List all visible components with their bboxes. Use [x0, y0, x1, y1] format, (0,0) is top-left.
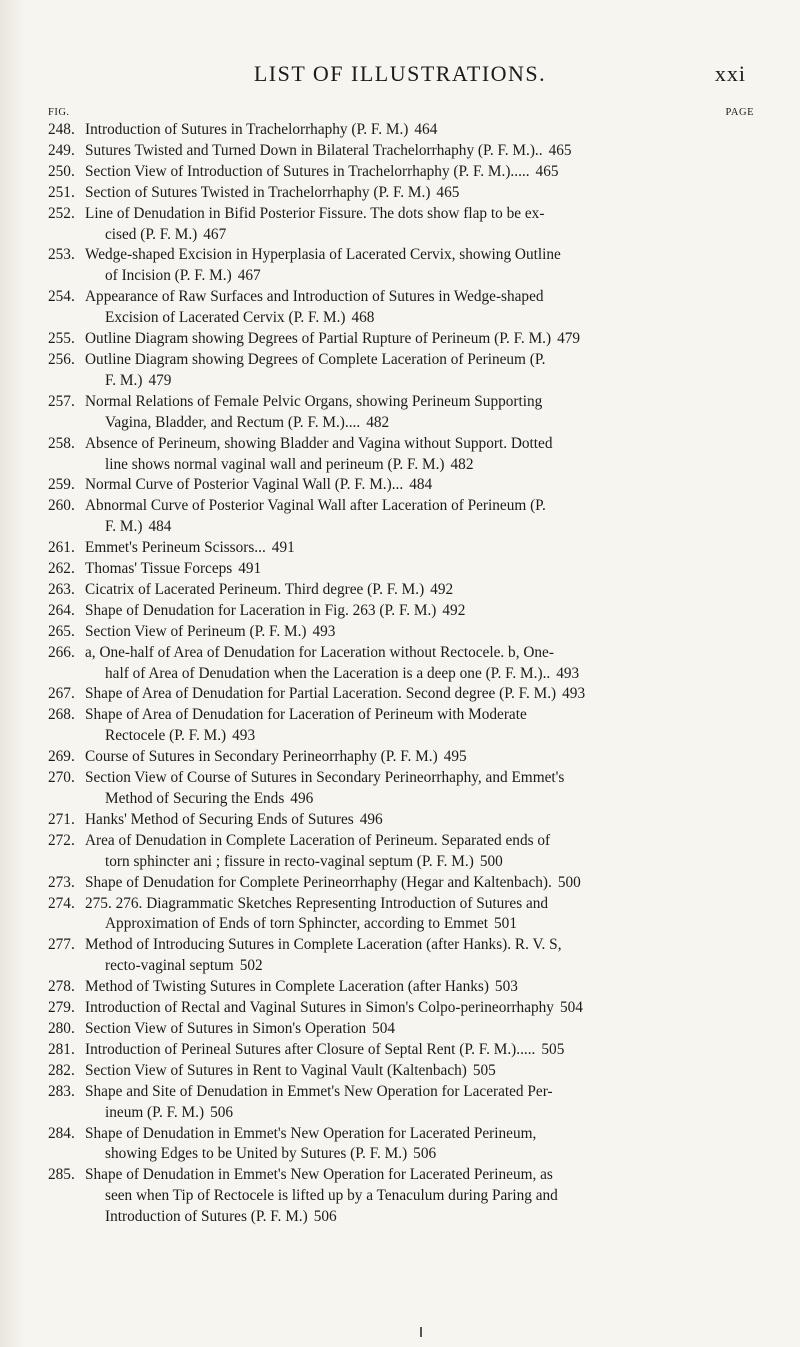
figure-number: 250. — [48, 162, 75, 180]
figure-caption — [85, 434, 754, 476]
figure-number: 252. — [48, 204, 75, 222]
caption-line: Method of Introducing Sutures in Complete Laceration (after Hanks). R. V. S, — [85, 936, 562, 954]
page-gutter-shadow — [0, 0, 26, 1347]
caption-text: line shows normal vaginal wall and perineum (P. F. M.) — [105, 455, 445, 473]
list-item — [48, 120, 754, 141]
list-item — [48, 977, 754, 998]
figure-caption — [85, 684, 754, 705]
page-ref: 493 — [556, 664, 580, 682]
caption-line — [85, 956, 754, 977]
list-item — [48, 1040, 754, 1061]
caption-line — [85, 1061, 754, 1082]
caption-line: Shape of Area of Denudation for Laceration of Perineum with Moderate — [85, 706, 527, 724]
fig-column-heading: FIG. — [48, 107, 70, 118]
caption-line — [85, 1144, 754, 1165]
page-ref: 484 — [409, 476, 433, 494]
figure-caption — [85, 1040, 754, 1061]
page-ref: 468 — [351, 309, 375, 327]
figure-number: 269. — [48, 748, 75, 766]
figure-caption — [85, 245, 754, 287]
figure-caption — [85, 120, 754, 141]
figure-caption — [85, 747, 754, 768]
figure-number: 282. — [48, 1061, 75, 1079]
caption-line — [85, 1040, 754, 1061]
caption-text: Excision of Lacerated Cervix (P. F. M.) — [105, 309, 346, 327]
figure-number: 266. — [48, 643, 75, 661]
figure-number: 257. — [48, 392, 75, 410]
figure-number: 270. — [48, 769, 75, 787]
page-ref: 465 — [436, 183, 460, 201]
caption-line: Shape and Site of Denudation in Emmet's New Operation for Lacerated Per- — [85, 1082, 553, 1100]
caption-line — [85, 580, 754, 601]
caption-line — [85, 308, 754, 329]
figure-caption — [85, 894, 754, 936]
illustration-list — [48, 120, 754, 1228]
figure-caption — [85, 1124, 754, 1166]
list-item — [48, 559, 754, 580]
figure-caption — [85, 204, 754, 246]
caption-line — [85, 120, 754, 141]
caption-text: ineum (P. F. M.) — [105, 1103, 205, 1121]
caption-line: Outline Diagram showing Degrees of Complete Laceration of Perineum (P. — [85, 350, 546, 368]
page-ref: 464 — [414, 121, 438, 138]
caption-line — [85, 873, 754, 894]
page-ref: 496 — [359, 810, 383, 828]
page-ref: 504 — [559, 999, 583, 1017]
column-headings — [48, 107, 754, 121]
page-column-heading: PAGE — [725, 107, 754, 118]
figure-caption — [85, 643, 754, 685]
figure-number: 284. — [48, 1124, 75, 1142]
page-ref: 503 — [494, 978, 518, 996]
figure-caption — [85, 287, 754, 329]
figure-caption — [85, 538, 754, 559]
figure-caption — [85, 601, 754, 622]
page-ref: 495 — [443, 748, 467, 766]
page-ref: 506 — [210, 1103, 234, 1121]
caption-line: Appearance of Raw Surfaces and Introduction of Sutures in Wedge-shaped — [85, 288, 544, 306]
caption-line: Abnormal Curve of Posterior Vaginal Wall after Laceration of Perineum (P. — [85, 497, 546, 515]
caption-text: Introduction of Sutures in Trachelorrhaphy (P. F. M.) — [85, 121, 409, 138]
caption-text: Section View of Perineum (P. F. M.) — [85, 622, 307, 640]
page-ref: 491 — [271, 539, 295, 557]
caption-line — [85, 1103, 754, 1124]
list-item — [48, 1019, 754, 1040]
page-ref: 479 — [148, 371, 172, 389]
list-item — [48, 601, 754, 622]
caption-line — [85, 141, 754, 162]
caption-line: Normal Relations of Female Pelvic Organs, showing Perineum Supporting — [85, 392, 543, 410]
caption-line — [85, 183, 754, 204]
figure-number: 262. — [48, 560, 75, 578]
list-item — [48, 747, 754, 768]
caption-line: Section View of Course of Sutures in Secondary Perineorrhaphy, and Emmet's — [85, 769, 565, 787]
page-header — [0, 61, 800, 91]
caption-text: F. M.) — [105, 371, 143, 389]
caption-text: F. M.) — [105, 518, 143, 536]
list-item — [48, 580, 754, 601]
caption-text: Method of Securing the Ends — [105, 790, 285, 807]
caption-line — [85, 371, 754, 392]
figure-caption — [85, 831, 754, 873]
list-item — [48, 705, 754, 747]
figure-caption — [85, 705, 754, 747]
figure-caption — [85, 329, 754, 350]
figure-number: 259. — [48, 476, 75, 494]
figure-caption — [85, 580, 754, 601]
page-ref: 484 — [148, 518, 172, 536]
caption-text: half of Area of Denudation when the Laceration is a deep one (P. F. M.).. — [105, 664, 551, 682]
caption-line — [85, 601, 754, 622]
caption-line — [85, 664, 754, 685]
caption-line: Shape of Denudation in Emmet's New Operation for Lacerated Perineum, — [85, 1124, 537, 1142]
page-ref: 505 — [472, 1061, 496, 1079]
figure-caption — [85, 141, 754, 162]
figure-caption — [85, 1019, 754, 1040]
figure-number: 272. — [48, 831, 75, 849]
page-ref: 504 — [372, 1019, 396, 1037]
page-ref: 491 — [238, 560, 262, 578]
figure-caption — [85, 392, 754, 434]
list-item — [48, 287, 754, 329]
caption-text: cised (P. F. M.) — [105, 225, 198, 243]
page-ref: 492 — [430, 580, 454, 598]
page-ref: 482 — [450, 455, 474, 473]
page-ref: 506 — [313, 1208, 337, 1226]
page-ref: 482 — [366, 413, 390, 431]
caption-text: Introduction of Sutures (P. F. M.) — [105, 1208, 308, 1226]
figure-caption — [85, 559, 754, 580]
page-ref: 506 — [413, 1145, 437, 1163]
running-title: LIST OF ILLUSTRATIONS. — [253, 61, 547, 86]
figure-caption — [85, 162, 754, 183]
caption-text: Cicatrix of Lacerated Perineum. Third degree (P. F. M.) — [85, 580, 425, 598]
caption-text: Thomas' Tissue Forceps — [85, 560, 233, 578]
list-item — [48, 894, 754, 936]
caption-line — [85, 538, 754, 559]
page-ref: 493 — [312, 622, 336, 640]
figure-caption — [85, 935, 754, 977]
footer-mark — [420, 1327, 422, 1337]
list-item — [48, 935, 754, 977]
list-item — [48, 1124, 754, 1166]
figure-number: 263. — [48, 580, 75, 598]
caption-text: Hanks' Method of Securing Ends of Sutures — [85, 810, 354, 828]
caption-line: Shape of Denudation in Emmet's New Operation for Lacerated Perineum, as — [85, 1166, 553, 1184]
figure-caption — [85, 1082, 754, 1124]
page-ref: 467 — [203, 225, 227, 243]
caption-line — [85, 329, 754, 350]
caption-line: a, One-half of Area of Denudation for Laceration without Rectocele. b, One- — [85, 643, 554, 661]
list-item — [48, 873, 754, 894]
caption-line — [85, 266, 754, 287]
caption-line — [85, 914, 754, 935]
caption-text: Course of Sutures in Secondary Perineorrhaphy (P. F. M.) — [85, 748, 438, 766]
caption-line — [85, 789, 754, 810]
figure-number: 254. — [48, 288, 75, 306]
caption-line: Absence of Perineum, showing Bladder and Vagina without Support. Dotted — [85, 434, 553, 452]
caption-text: recto-vaginal septum — [105, 957, 234, 975]
figure-number: 255. — [48, 330, 75, 348]
figure-caption — [85, 1061, 754, 1082]
caption-text: Introduction of Perineal Sutures after Closure of Septal Rent (P. F. M.)..... — [85, 1040, 536, 1058]
figure-number: 285. — [48, 1166, 75, 1184]
figure-caption — [85, 475, 754, 496]
figure-caption — [85, 810, 754, 831]
caption-text: Shape of Denudation for Laceration in Fig. 263 (P. F. M.) — [85, 601, 437, 619]
page-ref: 501 — [494, 915, 517, 933]
page-ref: 496 — [290, 790, 314, 807]
caption-line — [85, 726, 754, 747]
page-ref: 505 — [541, 1040, 565, 1058]
list-item — [48, 183, 754, 204]
caption-text: Outline Diagram showing Degrees of Partial Rupture of Perineum (P. F. M.) — [85, 330, 552, 348]
figure-number: 279. — [48, 999, 75, 1017]
figure-number: 265. — [48, 622, 75, 640]
figure-caption — [85, 1165, 754, 1228]
caption-text: Normal Curve of Posterior Vaginal Wall (P. F. M.)... — [85, 476, 404, 494]
page-ref: 467 — [237, 267, 261, 285]
caption-line — [85, 455, 754, 476]
caption-line — [85, 998, 754, 1019]
caption-line — [85, 810, 754, 831]
caption-text: Shape of Area of Denudation for Partial Laceration. Second degree (P. F. M.) — [85, 685, 557, 703]
figure-caption — [85, 977, 754, 998]
figure-number: 258. — [48, 434, 75, 452]
caption-line: 275. 276. Diagrammatic Sketches Representing Introduction of Sutures and — [85, 894, 549, 912]
figure-caption — [85, 183, 754, 204]
caption-text: of Incision (P. F. M.) — [105, 267, 232, 285]
caption-line — [85, 475, 754, 496]
list-item — [48, 1165, 754, 1228]
list-item — [48, 643, 754, 685]
caption-line — [85, 1019, 754, 1040]
caption-line — [85, 559, 754, 580]
page-number: xxi — [714, 61, 746, 86]
list-item — [48, 538, 754, 559]
caption-line — [85, 225, 754, 246]
caption-text: Method of Twisting Sutures in Complete Laceration (after Hanks) — [85, 978, 489, 996]
figure-number: 271. — [48, 810, 75, 828]
caption-text: Section View of Sutures in Rent to Vaginal Vault (Kaltenbach) — [85, 1061, 467, 1079]
figure-caption — [85, 873, 754, 894]
list-item — [48, 1061, 754, 1082]
page-ref: 500 — [479, 852, 503, 870]
caption-line — [85, 852, 754, 873]
caption-line — [85, 517, 754, 538]
figure-number: 261. — [48, 539, 75, 557]
list-item — [48, 392, 754, 434]
caption-text: Emmet's Perineum Scissors... — [85, 539, 266, 557]
list-item — [48, 496, 754, 538]
list-item — [48, 329, 754, 350]
list-item — [48, 245, 754, 287]
caption-line: Area of Denudation in Complete Laceration of Perineum. Separated ends of — [85, 831, 551, 849]
figure-number: 253. — [48, 246, 75, 264]
figure-number: 283. — [48, 1082, 75, 1100]
list-item — [48, 831, 754, 873]
list-item — [48, 434, 754, 476]
figure-number: 278. — [48, 978, 75, 996]
figure-caption — [85, 622, 754, 643]
page-ref: 500 — [557, 873, 581, 891]
figure-caption — [85, 768, 754, 810]
list-item — [48, 141, 754, 162]
list-item — [48, 768, 754, 810]
page-ref: 493 — [232, 727, 256, 745]
page-ref: 465 — [535, 162, 559, 180]
caption-line: Wedge-shaped Excision in Hyperplasia of Lacerated Cervix, showing Outline — [85, 246, 561, 264]
page-ref: 493 — [562, 685, 586, 703]
list-item — [48, 998, 754, 1019]
caption-text: Approximation of Ends of torn Sphincter, according to Emmet — [105, 915, 489, 933]
caption-text: Vagina, Bladder, and Rectum (P. F. M.).... — [105, 413, 361, 431]
figure-number: 268. — [48, 706, 75, 724]
caption-text: torn sphincter ani ; fissure in recto-vaginal septum (P. F. M.) — [105, 852, 474, 870]
figure-caption — [85, 496, 754, 538]
figure-number: 267. — [48, 685, 75, 703]
figure-number: 249. — [48, 141, 75, 159]
figure-number: 248. — [48, 121, 75, 138]
caption-line — [85, 977, 754, 998]
caption-line — [85, 413, 754, 434]
caption-text: Sutures Twisted and Turned Down in Bilateral Trachelorrhaphy (P. F. M.).. — [85, 141, 543, 159]
list-item — [48, 1082, 754, 1124]
figure-number: 256. — [48, 350, 75, 368]
figure-number: 264. — [48, 601, 75, 619]
caption-line — [85, 747, 754, 768]
list-item — [48, 810, 754, 831]
figure-caption — [85, 998, 754, 1019]
list-item — [48, 350, 754, 392]
list-item — [48, 204, 754, 246]
caption-line: Line of Denudation in Bifid Posterior Fissure. The dots show flap to be ex- — [85, 204, 545, 222]
page-ref: 492 — [442, 601, 466, 619]
caption-text: Introduction of Rectal and Vaginal Sutures in Simon's Colpo-perineorrhaphy — [85, 999, 554, 1017]
caption-line — [85, 1207, 754, 1228]
page-ref: 465 — [548, 141, 572, 159]
caption-text: showing Edges to be United by Sutures (P. F. M.) — [105, 1145, 408, 1163]
caption-text: Section of Sutures Twisted in Trachelorrhaphy (P. F. M.) — [85, 183, 431, 201]
list-item — [48, 684, 754, 705]
figure-number: 281. — [48, 1040, 75, 1058]
figure-number: 277. — [48, 936, 75, 954]
caption-text: Rectocele (P. F. M.) — [105, 727, 227, 745]
figure-number: 274. — [48, 894, 75, 912]
caption-text: Shape of Denudation for Complete Perineorrhaphy (Hegar and Kaltenbach). — [85, 873, 552, 891]
list-item — [48, 622, 754, 643]
figure-number: 273. — [48, 873, 75, 891]
page-ref: 502 — [239, 957, 263, 975]
caption-text: Section View of Sutures in Simon's Operation — [85, 1019, 367, 1037]
list-item — [48, 162, 754, 183]
page-ref: 479 — [557, 330, 581, 348]
figure-number: 251. — [48, 183, 75, 201]
caption-line — [85, 622, 754, 643]
figure-caption — [85, 350, 754, 392]
caption-line: seen when Tip of Rectocele is lifted up by a Tenaculum during Paring and — [105, 1187, 558, 1205]
caption-text: Section View of Introduction of Sutures in Trachelorrhaphy (P. F. M.)..... — [85, 162, 530, 180]
caption-line — [85, 162, 754, 183]
list-item — [48, 475, 754, 496]
figure-number: 280. — [48, 1019, 75, 1037]
figure-number: 260. — [48, 497, 75, 515]
caption-line — [85, 684, 754, 705]
